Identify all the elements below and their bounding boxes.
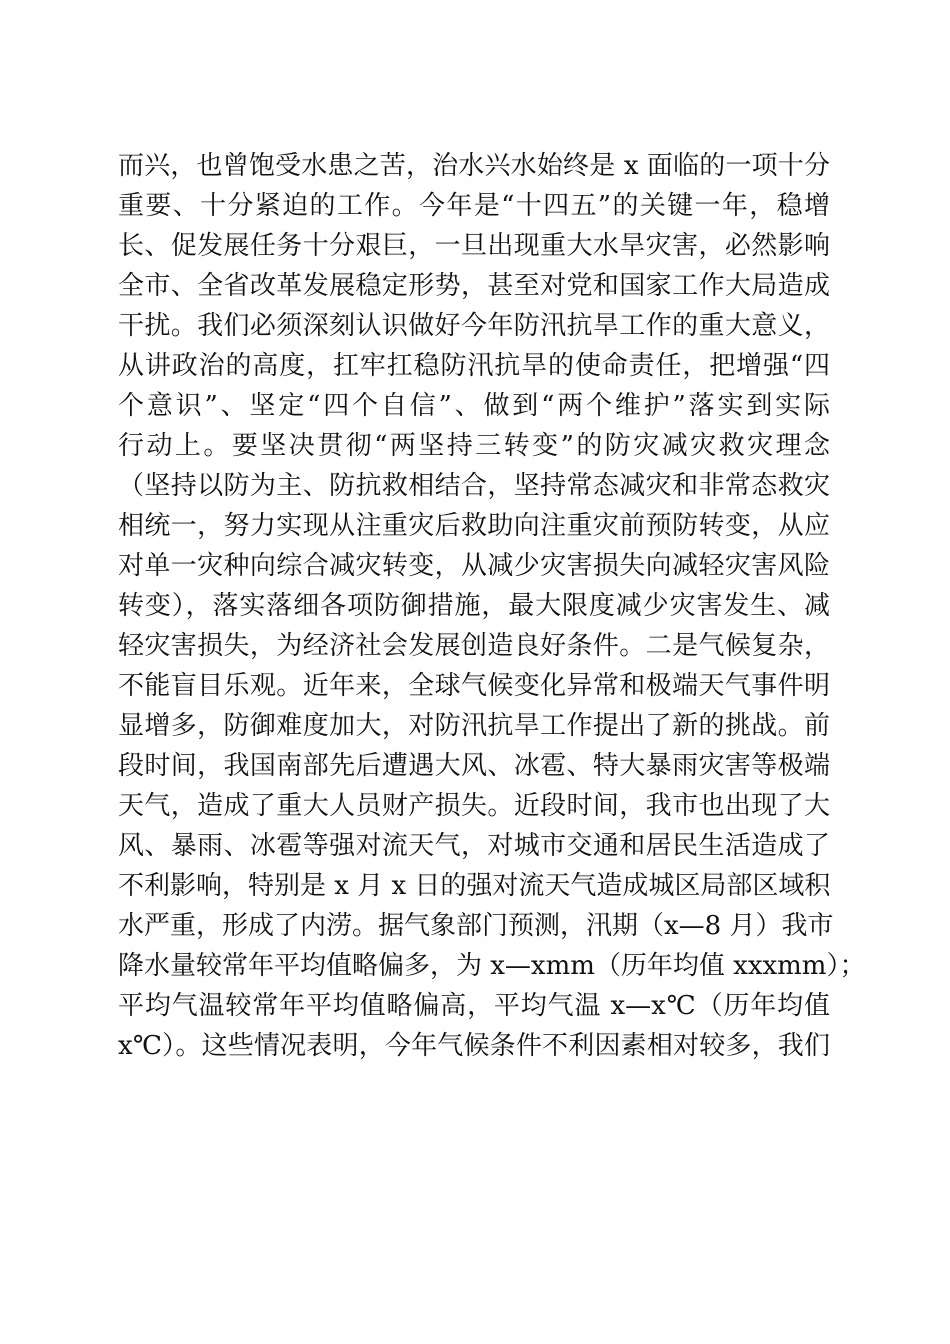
text-line: 段时间，我国南部先后遭遇大风、冰雹、特大暴雨灾害等极端 (118, 751, 830, 781)
text-line: 从讲政治的高度，扛牢扛稳防汛抗旱的使命责任，把增强“四 (118, 351, 830, 381)
body-paragraph (118, 146, 866, 1066)
text-line: 天气，造成了重大人员财产损失。近段时间，我市也出现了大 (118, 791, 830, 821)
text-line: 轻灾害损失，为经济社会发展创造良好条件。二是气候复杂， (118, 631, 830, 661)
text-line: 风、暴雨、冰雹等强对流天气，对城市交通和居民生活造成了 (118, 831, 830, 861)
text-line: 对单一灾种向综合减灾转变，从减少灾害损失向减轻灾害风险 (118, 551, 830, 581)
text-line: 相统一，努力实现从注重灾后救助向注重灾前预防转变，从应 (118, 511, 830, 541)
text-line: 显增多，防御难度加大，对防汛抗旱工作提出了新的挑战。前 (118, 711, 830, 741)
text-line: 个意识”、坚定“四个自信”、做到“两个维护”落实到实际 (118, 391, 830, 421)
text-line: 降水量较常年平均值略偏多，为 x—xmm（历年均值 xxxmm）； (118, 951, 866, 981)
text-line: 行动上。要坚决贯彻“两坚持三转变”的防灾减灾救灾理念 (118, 431, 830, 461)
text-line: 水严重，形成了内涝。据气象部门预测，汛期（x—8 月）我市 (118, 911, 834, 941)
text-line: （坚持以防为主、防抗救相结合，坚持常态减灾和非常态救灾 (118, 471, 830, 501)
text-line: 全市、全省改革发展稳定形势，甚至对党和国家工作大局造成 (118, 271, 830, 301)
text-line: 长、促发展任务十分艰巨，一旦出现重大水旱灾害，必然影响 (118, 231, 830, 261)
text-line: 不能盲目乐观。近年来，全球气候变化异常和极端天气事件明 (118, 671, 830, 701)
text-line: x℃）。这些情况表明，今年气候条件不利因素相对较多，我们 (118, 1031, 830, 1061)
text-line: 重要、十分紧迫的工作。今年是“十四五”的关键一年，稳增 (118, 191, 830, 221)
text-line: 干扰。我们必须深刻认识做好今年防汛抗旱工作的重大意义， (118, 311, 830, 341)
text-line: 不利影响，特别是 x 月 x 日的强对流天气造成城区局部区域积 (118, 871, 831, 901)
text-line: 而兴，也曾饱受水患之苦，治水兴水始终是 x 面临的一项十分 (118, 151, 830, 181)
text-line: 平均气温较常年平均值略偏高，平均气温 x—x℃（历年均值 (118, 991, 830, 1021)
text-line: 转变），落实落细各项防御措施，最大限度减少灾害发生、减 (118, 591, 830, 621)
